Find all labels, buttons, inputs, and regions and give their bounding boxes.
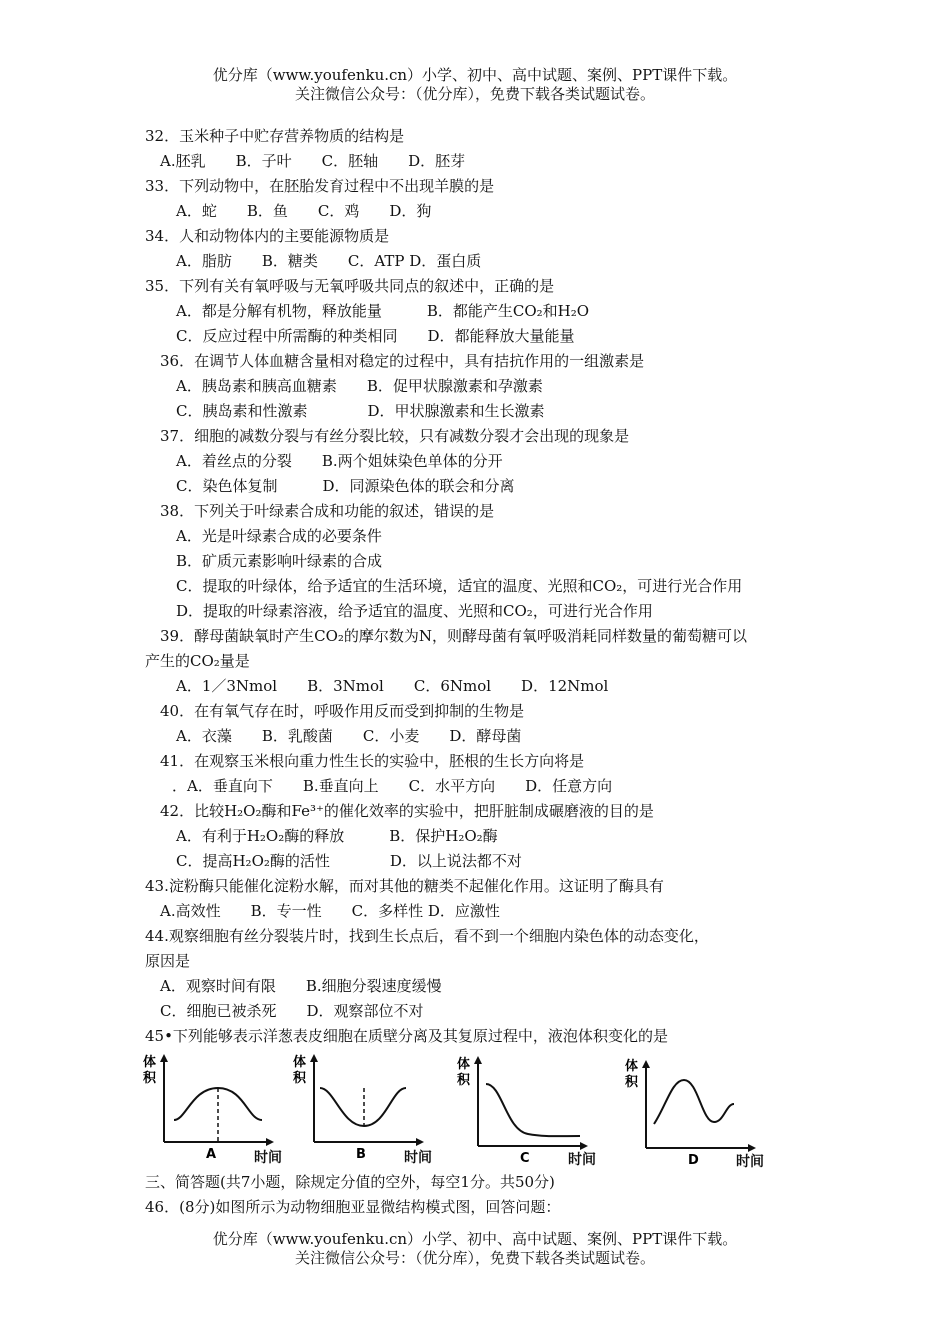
graph-b-letter: B bbox=[356, 1147, 366, 1162]
graph-a-letter: A bbox=[206, 1147, 217, 1162]
q35-options-1: A．都是分解有机物，释放能量 B．都能产生CO₂和H₂O bbox=[176, 302, 590, 320]
q36-options-1: A．胰岛素和胰高血糖素 B．促甲状腺激素和孕激素 bbox=[176, 377, 543, 395]
q42-options-1: A．有利于H₂O₂酶的释放 B．保护H₂O₂酶 bbox=[176, 827, 498, 845]
page-header bbox=[0, 66, 950, 104]
graph-b-ylabel-2: 积 bbox=[293, 1071, 307, 1086]
q44-stem-1: 44.观察细胞有丝分裂装片时，找到生长点后，看不到一个细胞内染色体的动态变化， bbox=[145, 927, 709, 945]
q38-option-b: B．矿质元素影响叶绿素的合成 bbox=[176, 552, 383, 570]
q42-stem: 42．比较H₂O₂酶和Fe³⁺的催化效率的实验中，把肝脏制成碾磨液的目的是 bbox=[160, 802, 654, 820]
q41-options: ．A．垂直向下 B.垂直向上 C．水平方向 D．任意方向 bbox=[172, 777, 613, 795]
page-footer bbox=[0, 1230, 950, 1268]
graph-d-ylabel-2: 积 bbox=[625, 1075, 639, 1090]
graph-c-curve bbox=[486, 1084, 580, 1136]
q37-options-2: C．染色体复制 D．同源染色体的联会和分离 bbox=[176, 477, 515, 495]
graph-a-y-arrow bbox=[160, 1054, 168, 1062]
graph-c-x-arrow bbox=[580, 1142, 588, 1150]
q44-stem-2: 原因是 bbox=[145, 952, 191, 970]
q33-options: A．蛇 B．鱼 C．鸡 D．狗 bbox=[176, 202, 432, 220]
q38-option-c: C．提取的叶绿体，给予适宜的生活环境，适宜的温度、光照和CO₂，可进行光合作用 bbox=[176, 577, 743, 595]
section-3-title: 三、简答题(共7小题，除规定分值的空外，每空1分。共50分) bbox=[145, 1173, 555, 1191]
q40-options: A．衣藻 B．乳酸菌 C．小麦 D．酵母菌 bbox=[176, 727, 522, 745]
q38-option-d: D．提取的叶绿素溶液，给予适宜的温度、光照和CO₂，可进行光合作用 bbox=[176, 602, 653, 620]
q35-options-2: C．反应过程中所需酶的种类相同 D．都能释放大量能量 bbox=[176, 327, 575, 345]
q37-options-1: A．着丝点的分裂 B.两个姐妹染色单体的分开 bbox=[176, 452, 503, 470]
graph-a-xlabel: 时间 bbox=[254, 1150, 282, 1166]
graph-b-xlabel: 时间 bbox=[404, 1150, 432, 1166]
q43-stem: 43.淀粉酶只能催化淀粉水解，而对其他的糖类不起催化作用。这证明了酶具有 bbox=[145, 877, 664, 895]
q39-stem-1: 39．酵母菌缺氧时产生CO₂的摩尔数为N，则酵母菌有氧呼吸消耗同样数量的葡萄糖可以 bbox=[160, 627, 748, 645]
graph-b-ylabel-1: 体 bbox=[293, 1055, 307, 1070]
graph-c-y-arrow bbox=[474, 1056, 482, 1064]
q38-stem: 38．下列关于叶绿素合成和功能的叙述，错误的是 bbox=[160, 502, 495, 520]
graph-c-ylabel-2: 积 bbox=[457, 1073, 471, 1088]
graph-d-y-arrow bbox=[642, 1060, 650, 1068]
header-line-2: 关注微信公众号：（优分库），免费下载各类试题试卷。 bbox=[294, 85, 655, 103]
graph-a-ylabel-2: 积 bbox=[143, 1071, 157, 1086]
q42-options-2: C．提高H₂O₂酶的活性 D．以上说法都不对 bbox=[176, 852, 522, 870]
q45-stem: 45•下列能够表示洋葱表皮细胞在质壁分离及其复原过程中，液泡体积变化的是 bbox=[145, 1027, 668, 1045]
q38-option-a: A．光是叶绿素合成的必要条件 bbox=[176, 527, 382, 545]
graph-d-letter: D bbox=[688, 1153, 699, 1168]
footer-line-2: 关注微信公众号：（优分库），免费下载各类试题试卷。 bbox=[294, 1249, 655, 1267]
graph-d-xlabel: 时间 bbox=[736, 1154, 764, 1170]
graph-b-y-arrow bbox=[310, 1054, 318, 1062]
q36-stem: 36．在调节人体血糖含量相对稳定的过程中，具有拮抗作用的一组激素是 bbox=[160, 352, 645, 370]
q44-options-1: A．观察时间有限 B.细胞分裂速度缓慢 bbox=[160, 977, 442, 995]
q34-options: A．脂肪 B．糖类 C．ATP D．蛋白质 bbox=[176, 252, 482, 270]
q40-stem: 40．在有氧气存在时，呼吸作用反而受到抑制的生物是 bbox=[160, 702, 525, 720]
q34-stem: 34．人和动物体内的主要能源物质是 bbox=[145, 227, 390, 245]
q35-stem: 35．下列有关有氧呼吸与无氧呼吸共同点的叙述中，正确的是 bbox=[145, 277, 555, 295]
q39-options: A．1／3Nmol B．3Nmol C．6Nmol D．12Nmol bbox=[176, 677, 609, 695]
q33-stem: 33．下列动物中，在胚胎发育过程中不出现羊膜的是 bbox=[145, 177, 495, 195]
q46-stem: 46．(8分)如图所示为动物细胞亚显微结构模式图，回答问题： bbox=[145, 1198, 561, 1216]
q32-stem: 32．玉米种子中贮存营养物质的结构是 bbox=[145, 127, 405, 145]
q37-stem: 37．细胞的减数分裂与有丝分裂比较，只有减数分裂才会出现的现象是 bbox=[160, 427, 630, 445]
q32-options: A.胚乳 B．子叶 C．胚轴 D．胚芽 bbox=[160, 152, 466, 170]
graph-c-letter: C bbox=[520, 1151, 530, 1166]
q39-stem-2: 产生的CO₂量是 bbox=[145, 652, 250, 670]
graph-a-x-arrow bbox=[266, 1138, 274, 1146]
graph-d-ylabel-1: 体 bbox=[625, 1059, 639, 1074]
graph-a-ylabel-1: 体 bbox=[143, 1055, 157, 1070]
footer-line-1: 优分库（www.youfenku.cn）小学、初中、高中试题、案例、PPT课件下载。 bbox=[212, 1230, 738, 1248]
q44-options-2: C．细胞已被杀死 D．观察部位不对 bbox=[160, 1002, 424, 1020]
graph-c-xlabel: 时间 bbox=[568, 1152, 596, 1168]
q43-options: A.高效性 B．专一性 C．多样性 D．应激性 bbox=[160, 902, 500, 920]
graph-d-x-arrow bbox=[748, 1144, 756, 1152]
q36-options-2: C．胰岛素和性激素 D．甲状腺激素和生长激素 bbox=[176, 402, 545, 420]
graph-d-curve bbox=[654, 1080, 734, 1124]
graph-b-curve bbox=[320, 1088, 406, 1126]
graph-c-ylabel-1: 体 bbox=[457, 1057, 471, 1072]
header-line-1: 优分库（www.youfenku.cn）小学、初中、高中试题、案例、PPT课件下载。 bbox=[212, 66, 738, 84]
q41-stem: 41．在观察玉米根向重力性生长的实验中，胚根的生长方向将是 bbox=[160, 752, 585, 770]
graph-b-x-arrow bbox=[416, 1138, 424, 1146]
